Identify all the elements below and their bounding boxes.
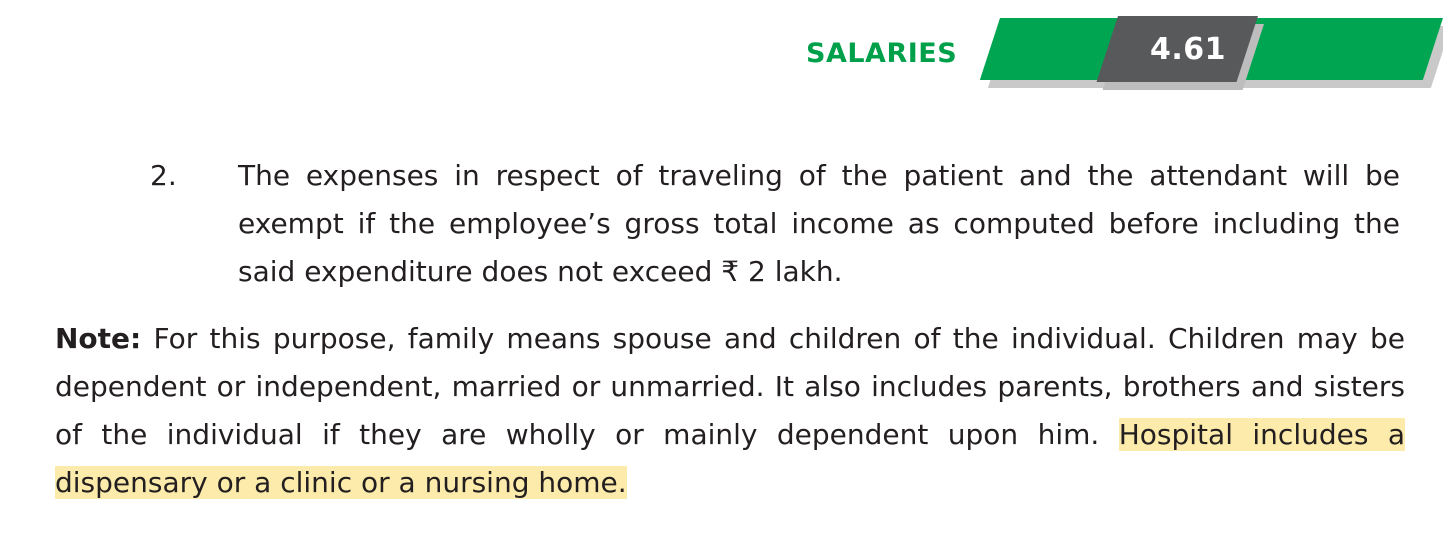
page-number: 4.61 [1149, 32, 1227, 67]
note-body-text: For this purpose, family means spouse and children of the individual. Children may be dependent or independent, married or unmarried. It also includes parents, brothers and sisters of the individual if they are wholly or mainly dependent upon him. [55, 322, 1405, 451]
page-content [55, 152, 1405, 507]
list-item [150, 152, 1400, 296]
page-header [0, 0, 1443, 100]
note-label: Note: [55, 322, 142, 355]
list-item-text: The expenses in respect of traveling of the patient and the attendant will be exempt if the employee’s gross total income as computed before including the said expenditure does not exceed ₹ 2 lakh. [238, 159, 1400, 288]
note-paragraph [55, 315, 1405, 507]
chapter-title: SALARIES [806, 38, 958, 69]
list-item-marker: 2. [150, 159, 177, 192]
highlighted-text: Hospital includes a dispensary or a clinic or a nursing home. [55, 418, 1406, 499]
